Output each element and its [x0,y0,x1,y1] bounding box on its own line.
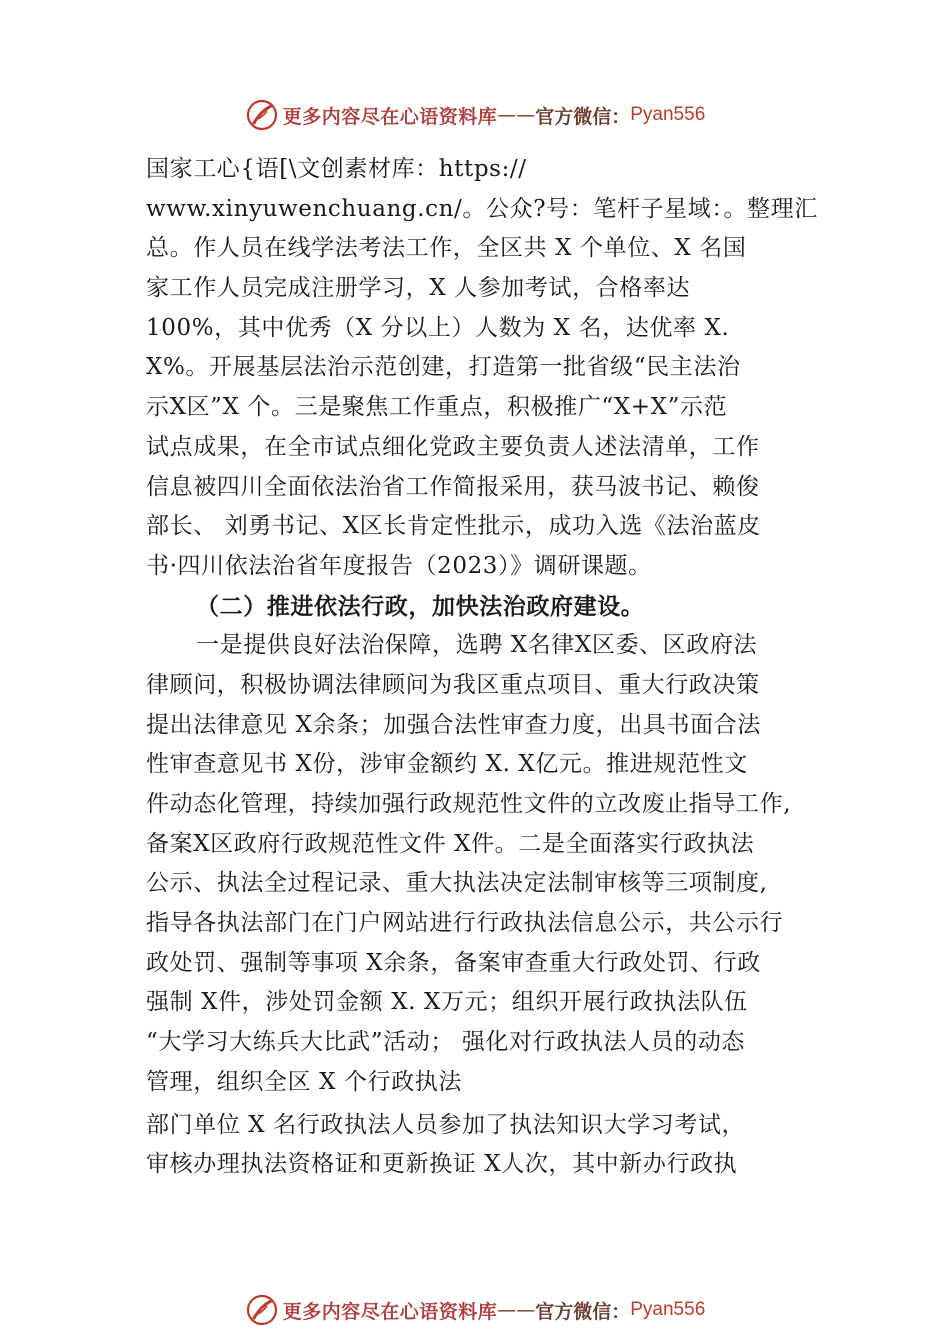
para2-line: 公示、执法全过程记录、重大执法决定法制审核等三项制度, [146,870,768,897]
banner-brand: 更多内容尽在心语资料库 [282,1300,498,1323]
body-line: www.xinyuwenchuang.cn/。公众?号：笔杆子星域：。整理汇 [146,195,818,222]
brush-logo-icon [245,1293,279,1327]
para2-line: 一是提供良好法治保障，选聘 X名律X区委、区政府法 [196,632,758,659]
banner-wechat-label: 官方微信： [535,1300,631,1323]
para2-line: 管理，组织全区 X 个行政执法 [146,1068,462,1095]
footer-banner [0,1290,950,1330]
banner-separator: —— [497,1299,536,1321]
body-line: 部长、 刘勇书记、X区长肯定性批示，成功入选《法治蓝皮 [146,513,761,540]
body-line: 信息被四川全面依法治省工作简报采用，获马波书记、赖俊 [146,473,760,500]
body-line: 总。作人员在线学法考法工作，全区共 X 个单位、X 名国 [146,235,747,262]
banner-wechat-id: Pyan556 [630,104,706,125]
para2-line: 备案X区政府行政规范性文件 X件。二是全面落实行政执法 [146,830,755,857]
header-banner [0,95,950,135]
body-line: 100%，其中优秀（X 分以上）人数为 X 名，达优率 X. [146,314,730,341]
body-line: 示X区”X 个。三是聚焦工作重点，积极推广“X+X”示范 [146,394,728,421]
para2-line: 律顾问，积极协调法律顾问为我区重点项目、重大行政决策 [146,671,760,698]
para2-line: 提出法律意见 X余条；加强合法性审查力度，出具书面合法 [146,711,761,738]
body-line: 家工作人员完成注册学习，X 人参加考试，合格率达 [146,275,691,302]
body-line: 书·四川依法治省年度报告（2023）》调研课题。 [146,552,652,579]
section-heading: （二）推进依法行政，加快法治政府建设。 [196,592,645,620]
body-line: X%。开展基层法治示范创建，打造第一批省级“民主法治 [146,354,741,381]
brush-logo-icon [245,98,279,132]
banner-brand: 更多内容尽在心语资料库 [282,105,498,128]
banner-wechat-label: 官方微信： [535,105,631,128]
body-line: 试点成果，在全市试点细化党政主要负责人述法清单，工作 [146,433,760,460]
para2-line: 性审查意见书 X份，涉审金额约 X. X亿元。推进规范性文 [146,751,748,778]
para2-line: 部门单位 X 名行政执法人员参加了执法知识大学习考试， [146,1111,746,1138]
para2-line: 强制 X件，涉处罚金额 X. X万元；组织开展行政执法队伍 [146,989,748,1016]
body-line: 国家工心{语[\文创素材库：https:// [146,156,527,182]
para2-line: 件动态化管理，持续加强行政规范性文件的立改废止指导工作, [146,791,792,817]
document-body [146,150,826,1185]
para2-line: 政处罚、强制等事项 X余条，备案审查重大行政处罚、行政 [146,949,761,976]
banner-separator: —— [497,104,536,126]
para2-line: “大学习大练兵大比武”活动； 强化对行政执法人员的动态 [146,1029,746,1056]
banner-wechat-id: Pyan556 [630,1299,706,1320]
para2-line: 审核办理执法资格证和更新换证 X人次，其中新办行政执 [146,1151,738,1178]
para2-line: 指导各执法部门在门户网站进行行政执法信息公示，共公示行 [146,910,784,937]
